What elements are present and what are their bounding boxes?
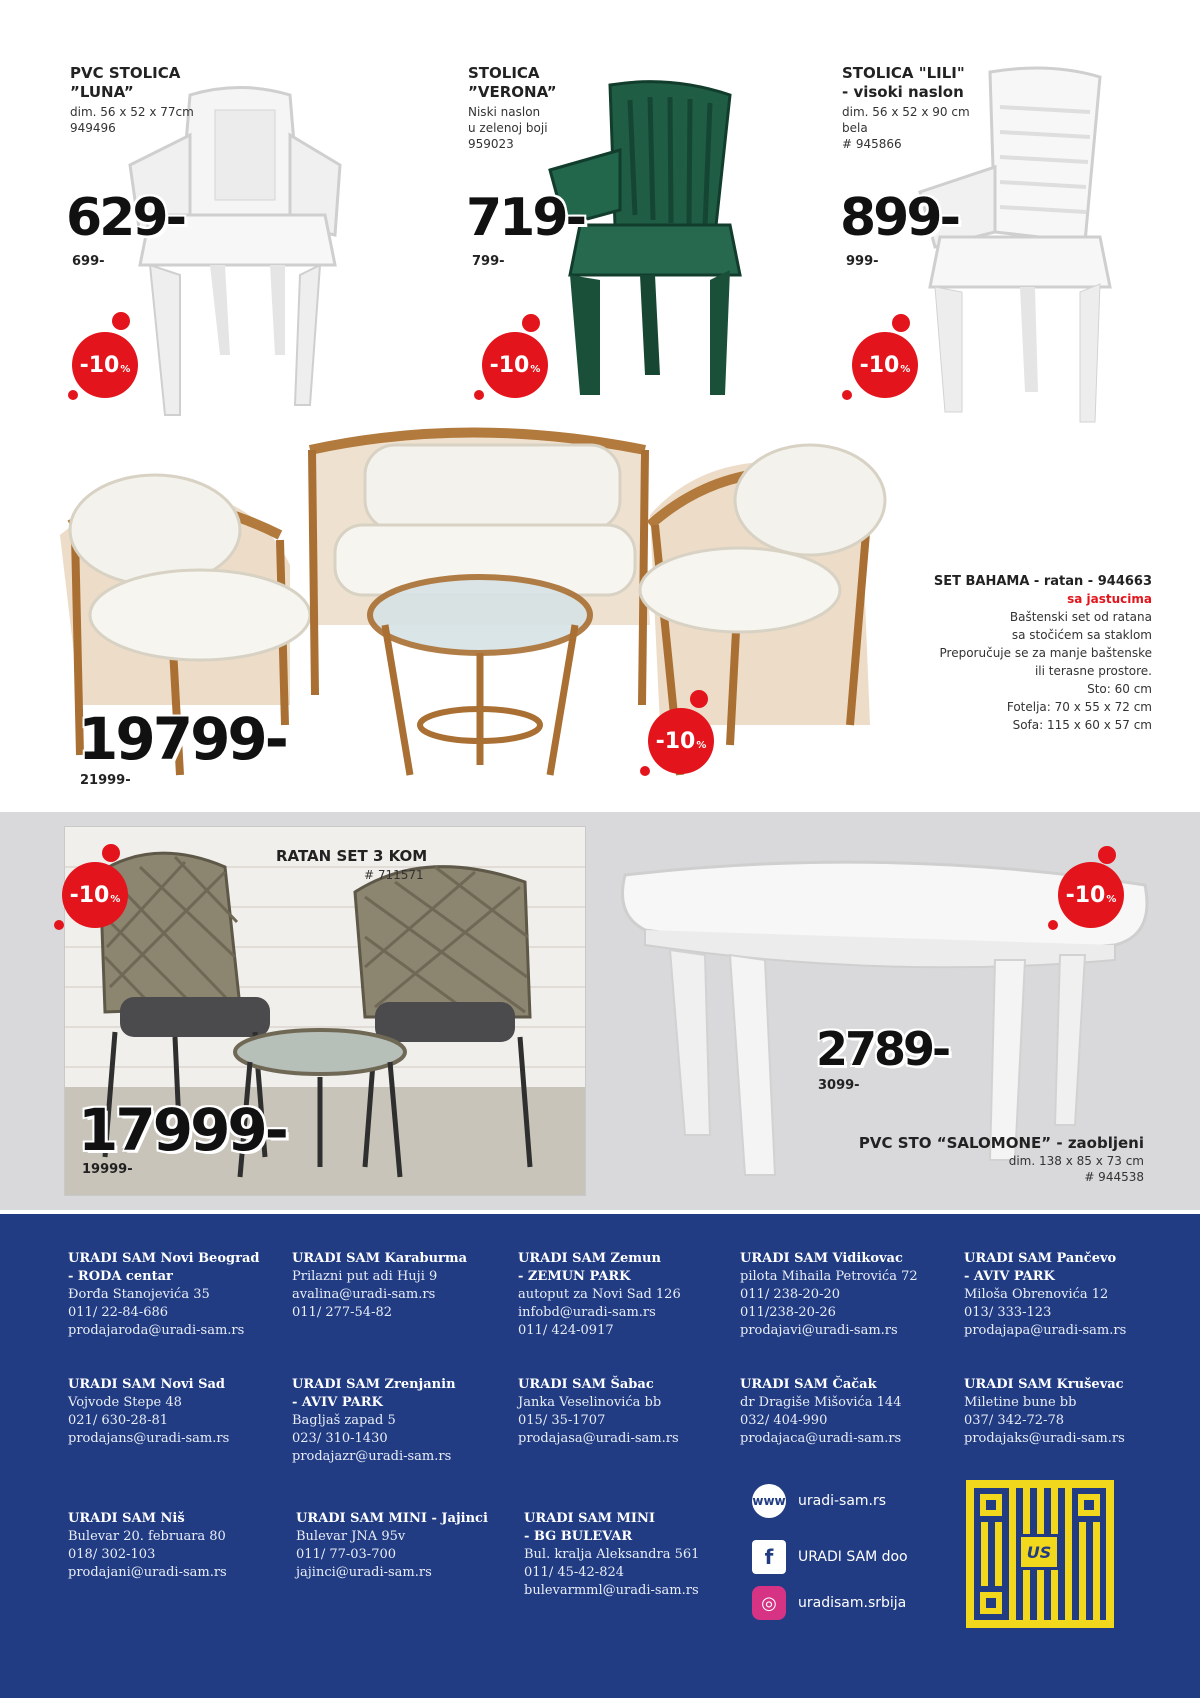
website-link[interactable]: uradi-sam.rs	[798, 1493, 887, 1509]
facebook-icon: f	[752, 1540, 786, 1574]
store-detail: jajinci@uradi-sam.rs	[296, 1565, 432, 1580]
store-detail: 011/ 77-03-700	[296, 1547, 397, 1562]
salomone-discount-badge: -10 %	[1058, 862, 1124, 928]
badge-dot	[842, 390, 852, 400]
bahama-dim: Sofa: 115 x 60 x 57 cm	[1012, 718, 1152, 732]
badge-dot	[68, 390, 78, 400]
verona-old-price: 799-	[472, 254, 505, 269]
store-name: URADI SAM Novi Beograd	[68, 1251, 260, 1266]
store-detail: 032/ 404-990	[740, 1413, 828, 1428]
luna-meta: dim. 56 x 52 x 77cm 949496	[70, 105, 194, 135]
bahama-desc: Preporučuje se za manje baštenske	[939, 646, 1152, 660]
store-detail: prodajavi@uradi-sam.rs	[740, 1323, 898, 1338]
badge-dot	[474, 390, 484, 400]
uradi-sam-logo: US	[1018, 1534, 1060, 1570]
store-name: URADI SAM Pančevo	[964, 1251, 1117, 1266]
store-name: URADI SAM Čačak	[740, 1377, 877, 1392]
store-card	[740, 1376, 950, 1448]
store-detail: Đorđa Stanojevića 35	[68, 1287, 210, 1302]
store-detail: prodajani@uradi-sam.rs	[68, 1565, 227, 1580]
store-detail: prodajaca@uradi-sam.rs	[740, 1431, 902, 1446]
salomone-code: # 944538	[1084, 1170, 1144, 1184]
salomone-title: PVC STO “SALOMONE” - zaobljeni	[858, 1134, 1144, 1152]
store-name: - BG BULEVAR	[524, 1529, 633, 1544]
store-detail: 011/ 22-84-686	[68, 1305, 169, 1320]
bahama-discount-badge: -10 %	[648, 708, 714, 774]
globe-icon: www	[752, 1484, 786, 1518]
facebook-row[interactable]	[752, 1540, 908, 1574]
store-detail: 013/ 333-123	[964, 1305, 1052, 1320]
store-name: - RODA centar	[68, 1269, 173, 1284]
badge-dot	[892, 314, 910, 332]
store-name: URADI SAM Vidikovac	[740, 1251, 903, 1266]
store-detail: Bagljaš zapad 5	[292, 1413, 396, 1428]
store-card	[740, 1250, 950, 1340]
salomone-info	[820, 1134, 1144, 1185]
verona-price: 719-	[466, 188, 585, 248]
store-detail: 011/ 238-20-20	[740, 1287, 841, 1302]
badge-dot	[522, 314, 540, 332]
verona-title: STOLICA ”VERONA”	[468, 64, 557, 101]
lili-price: 899-	[840, 188, 959, 248]
store-name: URADI SAM MINI	[524, 1511, 655, 1526]
store-name: URADI SAM MINI - Jajinci	[296, 1511, 488, 1526]
badge-dot	[102, 844, 120, 862]
bahama-desc: ili terasne prostore.	[1034, 664, 1152, 678]
store-detail: prodajans@uradi-sam.rs	[68, 1431, 230, 1446]
lili-meta: dim. 56 x 52 x 90 cm bela # 945866	[842, 105, 970, 151]
lili-title: STOLICA "LILI" - visoki naslon	[842, 64, 965, 101]
store-name: URADI SAM Karaburma	[292, 1251, 468, 1266]
instagram-link[interactable]: uradisam.srbija	[798, 1595, 907, 1611]
store-detail: Janka Veselinovića bb	[518, 1395, 662, 1410]
store-card	[292, 1250, 502, 1322]
lili-old-price: 999-	[846, 254, 879, 269]
store-detail: 018/ 302-103	[68, 1547, 156, 1562]
store-detail: prodajazr@uradi-sam.rs	[292, 1449, 452, 1464]
luna-old-price: 699-	[72, 254, 105, 269]
store-detail: 011/ 424-0917	[518, 1323, 614, 1338]
lili-discount-badge: -10 %	[852, 332, 918, 398]
badge-dot	[1098, 846, 1116, 864]
store-detail: prodajapa@uradi-sam.rs	[964, 1323, 1127, 1338]
store-detail: avalina@uradi-sam.rs	[292, 1287, 436, 1302]
store-detail: prodajaroda@uradi-sam.rs	[68, 1323, 245, 1338]
ratan-code: # 711571	[364, 868, 424, 882]
instagram-row[interactable]	[752, 1586, 906, 1620]
store-detail: 023/ 310-1430	[292, 1431, 388, 1446]
badge-dot	[640, 766, 650, 776]
store-name: URADI SAM Niš	[68, 1511, 185, 1526]
store-card	[518, 1376, 728, 1448]
store-detail: 037/ 342-72-78	[964, 1413, 1065, 1428]
verona-discount-badge: -10 %	[482, 332, 548, 398]
bahama-desc: Baštenski set od ratana	[1009, 610, 1152, 624]
salomone-old-price: 3099-	[818, 1078, 860, 1093]
store-detail: 011/ 277-54-82	[292, 1305, 393, 1320]
ratan-old-price: 19999-	[82, 1162, 133, 1177]
store-card	[292, 1376, 502, 1466]
store-name: URADI SAM Šabac	[518, 1377, 654, 1392]
badge-dot	[1048, 920, 1058, 930]
store-card	[68, 1376, 278, 1448]
ratan-title: RATAN SET 3 KOM	[276, 847, 428, 865]
store-card	[518, 1250, 728, 1340]
store-detail: Miloša Obrenovića 12	[964, 1287, 1109, 1302]
store-card	[524, 1510, 734, 1600]
store-detail: Bulevar JNA 95v	[296, 1529, 406, 1544]
store-card	[68, 1250, 278, 1340]
luna-price: 629-	[66, 188, 185, 248]
ratan-discount-badge: -10 %	[62, 862, 128, 928]
badge-dot	[54, 920, 64, 930]
store-detail: prodajaks@uradi-sam.rs	[964, 1431, 1125, 1446]
website-row[interactable]	[752, 1484, 886, 1518]
store-detail: 021/ 630-28-81	[68, 1413, 169, 1428]
store-detail: 015/ 35-1707	[518, 1413, 606, 1428]
ratan-price: 17999-	[78, 1096, 286, 1164]
store-name: URADI SAM Zemun	[518, 1251, 661, 1266]
salomone-dims: dim. 138 x 85 x 73 cm	[1008, 1154, 1144, 1168]
badge-dot	[112, 312, 130, 330]
store-name: - AVIV PARK	[964, 1269, 1055, 1284]
store-name: - AVIV PARK	[292, 1395, 383, 1410]
luna-title: PVC STOLICA ”LUNA”	[70, 64, 181, 101]
store-detail: Miletine bune bb	[964, 1395, 1077, 1410]
bahama-price: 19799-	[78, 705, 286, 773]
store-detail: dr Dragiše Mišovića 144	[740, 1395, 902, 1410]
store-detail: Vojvode Stepe 48	[68, 1395, 182, 1410]
store-detail: infobd@uradi-sam.rs	[518, 1305, 656, 1320]
store-name: URADI SAM Kruševac	[964, 1377, 1124, 1392]
bahama-dim: Fotelja: 70 x 55 x 72 cm	[1006, 700, 1152, 714]
bahama-title: SET BAHAMA - ratan - 944663	[933, 574, 1152, 589]
store-name: URADI SAM Zrenjanin	[292, 1377, 456, 1392]
facebook-link[interactable]: URADI SAM doo	[798, 1549, 908, 1565]
bahama-subtitle: sa jastucima	[1067, 592, 1152, 606]
qr-code[interactable]	[966, 1480, 1114, 1628]
store-card	[964, 1250, 1174, 1340]
store-name: - ZEMUN PARK	[518, 1269, 631, 1284]
bahama-desc: sa stočićem sa staklom	[1011, 628, 1152, 642]
store-detail: pilota Mihaila Petrovića 72	[740, 1269, 918, 1284]
store-detail: bulevarmml@uradi-sam.rs	[524, 1583, 699, 1598]
store-detail: prodajasa@uradi-sam.rs	[518, 1431, 679, 1446]
badge-dot	[690, 690, 708, 708]
store-card	[68, 1510, 278, 1582]
bahama-old-price: 21999-	[80, 773, 131, 788]
store-card	[964, 1376, 1174, 1448]
instagram-icon: ◎	[752, 1586, 786, 1620]
bahama-info	[840, 572, 1152, 734]
store-detail: autoput za Novi Sad 126	[518, 1287, 681, 1302]
bahama-dim: Sto: 60 cm	[1087, 682, 1152, 696]
luna-discount-badge: -10 %	[72, 332, 138, 398]
store-card	[296, 1510, 506, 1582]
salomone-price: 2789-	[816, 1022, 949, 1076]
store-detail: 011/238-20-26	[740, 1305, 836, 1320]
store-detail: 011/ 45-42-824	[524, 1565, 625, 1580]
verona-meta: Niski naslon u zelenoj boji 959023	[468, 105, 548, 151]
store-name: URADI SAM Novi Sad	[68, 1377, 225, 1392]
store-detail: Bul. kralja Aleksandra 561	[524, 1547, 700, 1562]
store-detail: Prilazni put adi Huji 9	[292, 1269, 438, 1284]
store-detail: Bulevar 20. februara 80	[68, 1529, 226, 1544]
